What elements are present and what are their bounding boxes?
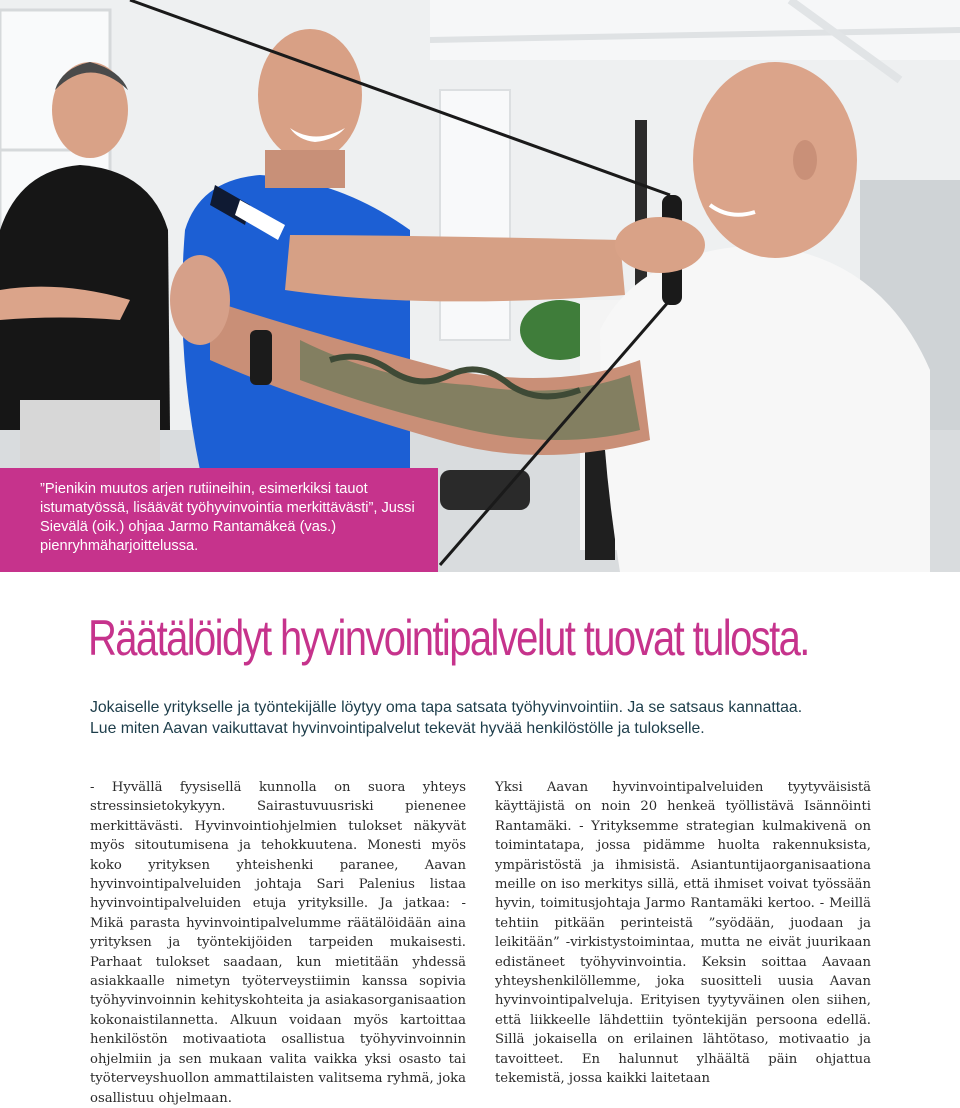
photo-caption — [0, 468, 438, 572]
article-lead — [90, 697, 802, 739]
photo-caption-text: ”Pienikin muutos arjen rutiineihin, esimerkiksi tauot istumatyössä, lisäävät työhyvinvointia merkittävästi”, Jussi Sievälä (oik.) ohjaa Jarmo Rantamäkeä (vas.) pienryhmäharjoittelussa. — [40, 481, 415, 554]
body-column-right: Yksi Aavan hyvinvointipalveluiden tyytyväisistä käyttäjistä on noin 20 henkeä työllistävä Isännöinti Rantamäki. - Yrityksemme strategian kulmakivenä on toimintatapa, jossa pidämme huolta rakennuksista, ympäristöstä ja ihmisistä. Asiantuntijaorganisaationa meille on iso merkitys sillä, että ihmiset voivat työssään hyvin, toimitusjohtaja Jarmo Rantamäki kertoo. - Meillä tehtiin pitkään perinteistä ”syödään, juodaan ja leikitään” -virkistystoimintaa, mutta ne eivät juurikaan edistäneet työhyvinvointia. Keksin soittaa Aavaan yhteyshenkilöllemme, joka suositteli uusia Aavan hyvinvointipalveluja. Erityisen tyytyväinen olen siihen, että liikkeelle lähdettiin työntekijän persoona edellä. Sillä jokaisella on erilainen lähtötaso, motivaatio ja tavoitteet. En halunnut ylhäältä päin ohjattua tekemistä, jossa kaikki laitetaan — [495, 780, 871, 1087]
lead-line-1: Jokaiselle yritykselle ja työntekijälle löytyy oma tapa satsata työhyvinvointiin. Ja se satsaus kannattaa. — [90, 699, 803, 716]
article-headline: Räätälöidyt hyvinvointipalvelut tuovat tulosta. — [88, 610, 809, 666]
body-column-left: - Hyvällä fyysisellä kunnolla on suora yhteys stressinsietokykyyn. Sairastuvuusriski pienenee merkittävästi. Hyvinvointiohjelmien tulokset näkyvät myös sitoutumisena ja tehokkuutena. Monesti myös koko yrityksen yhteishenki paranee, Aavan hyvinvointipalveluiden johtaja Sari Palenius listaa hyvinvointipalveluiden etuja yrityksille. Ja jatkaa: - Mikä parasta hyvinvointipalvelumme räätälöidään aina yrityksen ja työntekijöiden tarpeiden mukaisesti. Parhaat tulokset saadaan, kun mietitään yhdessä asiakkaalle nimetyn työterveystiimin kanssa sopivia työhyvinvoinnin kehityskohteita ja asiakasorganisaation kokonaistilannetta. Alkuun voidaan myös kartoittaa henkilöstön motivaatiota osallistua työhyvinvoinnin ohjelmiin ja sen mukaan valita vaikka yksi osasto tai työterveyshuollon ammattilaisten valitsema ryhmä, joka osallistuu ohjelmaan. — [90, 780, 466, 1106]
lead-line-2: Lue miten Aavan vaikuttavat hyvinvointipalvelut tekevät hyvää henkilöstölle ja tulokselle. — [90, 720, 705, 737]
